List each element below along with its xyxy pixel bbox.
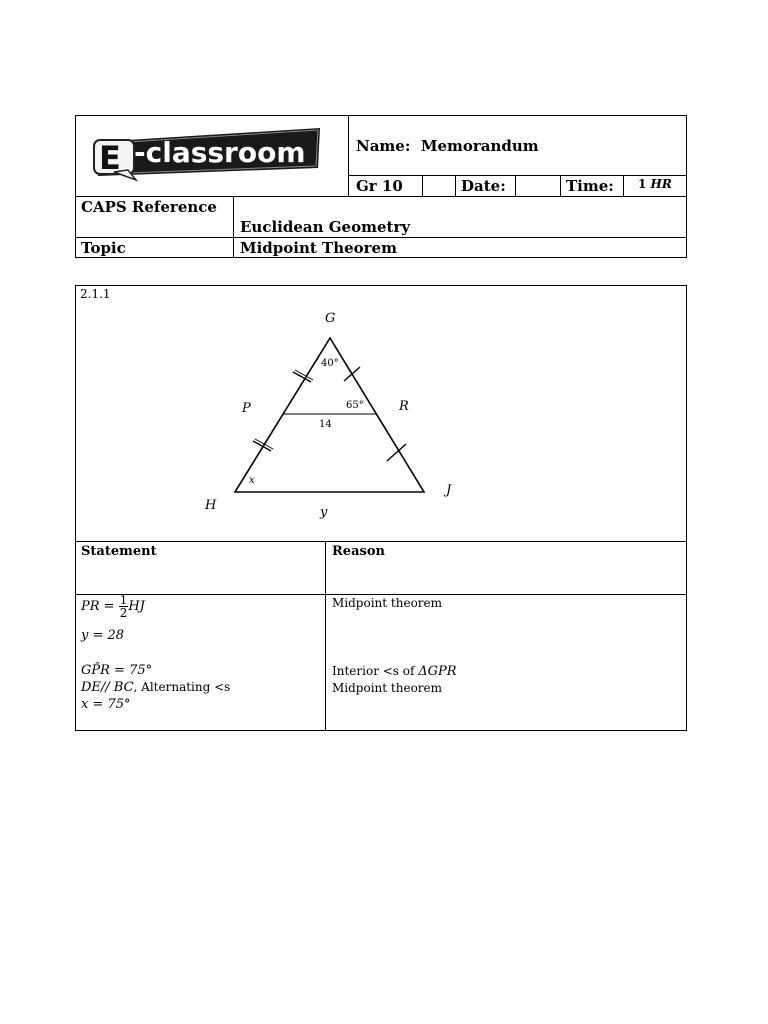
caps-reference-label: CAPS Reference [81,198,217,216]
name-value: Memorandum [420,137,539,155]
reason-interior-angles: Interior <s of ΔGPR [332,664,457,679]
header-divider [422,175,423,197]
topic-value: Midpoint Theorem [240,239,397,257]
svg-text:E: E [99,139,121,177]
tick-mark [344,367,360,381]
statement-angle-gpr: GP̂R = 75° [81,663,153,678]
table-divider [75,541,687,542]
question-number: 2.1.1 [80,287,111,301]
svg-text:-classroom: -classroom [134,136,306,169]
point-p-label: P [242,401,251,416]
fraction-half: $\frac{1}{2}$ [119,593,128,620]
segment-pr-label: 14 [319,419,332,430]
vertex-g-label: G [325,311,336,326]
header-divider [75,237,687,238]
header-divider [515,175,516,197]
statement-parallel: DE// BC, Alternating <s [81,680,231,695]
reason-header: Reason [332,544,385,559]
e-classroom-logo [88,124,324,182]
time-value: 1 HR [638,177,672,191]
header-divider [75,196,687,197]
caps-reference-value: Euclidean Geometry [240,218,411,236]
statement-x: x = 75° [81,697,131,712]
header-divider [455,175,456,197]
table-divider [325,541,326,731]
triangle-diagram [180,300,500,530]
table-divider [75,594,687,595]
statement-header: Statement [81,544,157,559]
angle-g-label: 40° [321,358,339,369]
header-divider [560,175,561,197]
header-divider [348,115,349,197]
vertex-j-label: J [446,483,452,498]
header-divider [348,175,687,176]
grade-label: Gr 10 [356,177,403,195]
statement-y: y = 28 [81,628,125,643]
name-label: Name: Memorandum [356,137,539,155]
topic-label: Topic [81,239,126,257]
angle-r-label: 65° [346,400,364,411]
point-r-label: R [399,399,409,414]
reason-midpoint-theorem: Midpoint theorem [332,681,443,695]
date-label: Date: [461,177,506,195]
statement-pr: PR = $\frac{1}{2}$ HJ [81,593,145,620]
reason-midpoint-theorem: Midpoint theorem [332,596,443,610]
time-label: Time: [566,177,614,195]
header-divider [623,175,624,197]
vertex-h-label: H [205,498,217,513]
base-hj-label: y [320,505,328,520]
header-divider [233,196,234,258]
angle-h-label: x [249,475,255,486]
